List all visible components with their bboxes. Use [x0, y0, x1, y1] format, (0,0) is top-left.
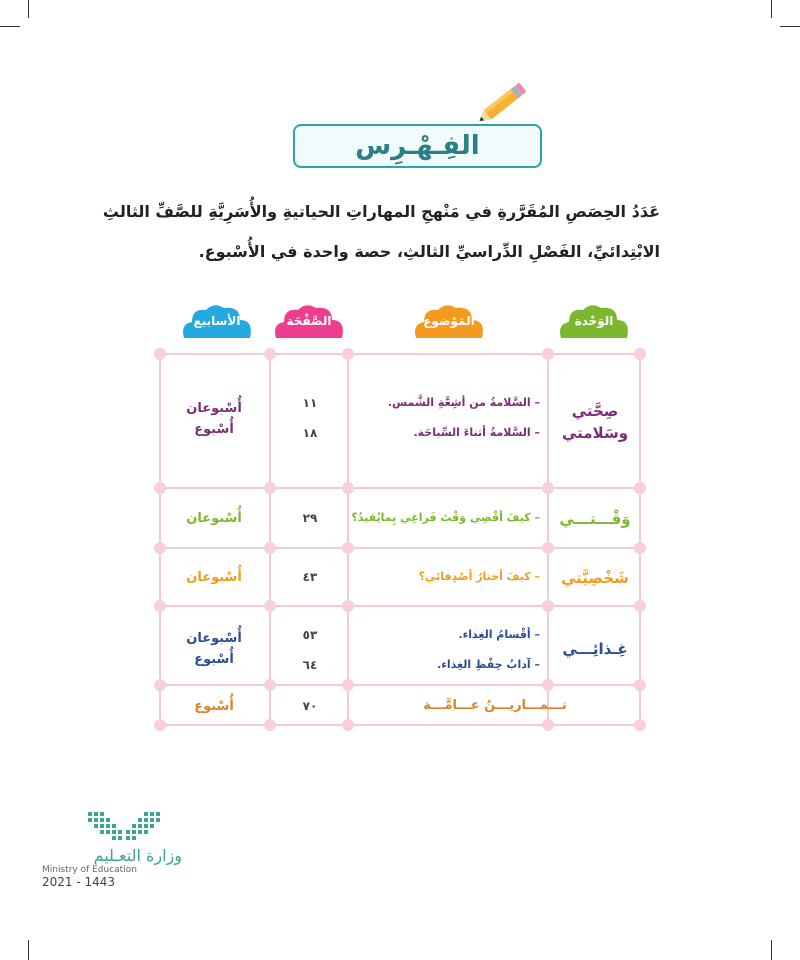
- row-5-page-1: ٧٠: [302, 699, 318, 713]
- edition-year: 2021 - 1443: [42, 875, 116, 889]
- row-1-page: [272, 388, 348, 448]
- header-unit: [555, 302, 633, 338]
- crop-mark: [28, 940, 29, 960]
- row-1-topic-2: – السَّلامةُ أثناءَ السِّباحَة.: [413, 426, 540, 439]
- row-4-weeks: [162, 628, 266, 670]
- crop-mark: [0, 26, 20, 27]
- pencil-icon: [470, 82, 530, 128]
- row-3-page-1: ٤٣: [302, 570, 318, 584]
- intro-line-2: الابْتِدائيِّ، الفَصْلِ الدِّراسيِّ الثالثِ، حصة واحدة في الأُسْبوع.: [198, 242, 660, 261]
- row-3-page: [272, 562, 348, 592]
- header-page-label: الصَّفْحَة: [286, 314, 332, 328]
- ministry-logo: [42, 808, 182, 889]
- crop-mark: [771, 940, 772, 960]
- header-topic: [410, 302, 488, 338]
- row-2-topic-1: – كيفَ أقْضِي وَقْتَ فَراغِي بِمايُفيدُ؟: [351, 511, 540, 524]
- title-box: [293, 124, 542, 168]
- row-1-unit-line-2: وسَلامتي: [561, 424, 629, 442]
- row-2-page: [272, 503, 348, 533]
- row-5-topic: [350, 691, 640, 721]
- crop-mark: [771, 0, 772, 18]
- row-3-topic: [350, 562, 540, 592]
- row-1-weeks-1: أُسْبوعان: [186, 401, 242, 416]
- crop-mark: [28, 0, 29, 18]
- row-1-weeks: [162, 398, 266, 440]
- row-3-unit-line-1: شَخْصِيَّتي: [561, 569, 629, 587]
- row-3-weeks-1: أُسْبوعان: [186, 570, 242, 585]
- row-4-topic-2: – آدابُ حِفْظِ الغِذاء.: [437, 658, 540, 671]
- row-5-page: [272, 691, 348, 721]
- crop-mark: [780, 26, 800, 27]
- header-weeks: [178, 302, 256, 338]
- row-1-topic: [350, 388, 540, 448]
- row-4-weeks-2: أُسْبوع: [194, 652, 234, 667]
- row-4-topic-1: – أقْسامُ الغِذاء.: [458, 628, 540, 641]
- row-1-page-2: ١٨: [302, 426, 318, 440]
- intro-text: [102, 192, 660, 272]
- row-5-topic-1: تـــمـــاريـــنُ عـــامَّـــة: [423, 698, 567, 713]
- row-4-weeks-1: أُسْبوعان: [186, 631, 242, 646]
- row-1-unit: [550, 400, 640, 444]
- row-1-page-1: ١١: [302, 396, 318, 410]
- row-4-unit-line-1: غِـذائِـــي: [562, 640, 628, 658]
- row-4-page-2: ٦٤: [302, 658, 318, 672]
- intro-line-1: عَدَدُ الحِصَصِ المُقَرَّرةِ في مَنْهجِ المهاراتِ الحياتيةِ والأُسَرِيَّةِ للصَّفِّ الثالثِ: [102, 202, 660, 221]
- row-3-topic-1: – كيفَ أختارُ أصْدِقائي؟: [418, 570, 540, 583]
- header-unit-label: الوَحْدة: [574, 314, 614, 328]
- header-page: [270, 302, 348, 338]
- row-5-weeks-1: أُسْبوع: [194, 699, 234, 714]
- ministry-logo-mark-icon: [42, 808, 182, 842]
- row-2-weeks-1: أُسْبوعان: [186, 511, 242, 526]
- row-1-weeks-2: أُسْبوع: [194, 422, 234, 437]
- page-title: الفِـهْـرِس: [355, 131, 480, 161]
- row-2-topic: [350, 503, 540, 533]
- row-4-unit: [550, 638, 640, 660]
- row-2-page-1: ٢٩: [302, 511, 318, 525]
- ministry-name-arabic: وزارة التعـليم: [93, 846, 182, 865]
- header-topic-label: المَوْضوع: [423, 314, 475, 328]
- row-3-unit: [550, 567, 640, 589]
- row-5-weeks: [162, 696, 266, 717]
- row-4-page: [272, 620, 348, 680]
- row-4-topic: [350, 620, 540, 680]
- row-1-unit-line-1: صِحَّتي: [571, 402, 619, 420]
- row-2-unit-line-1: وَقْـــتـــي: [559, 510, 631, 528]
- ministry-name-english: Ministry of Education: [42, 865, 137, 875]
- row-2-unit: [550, 508, 640, 530]
- row-4-page-1: ٥٣: [302, 628, 318, 642]
- row-3-weeks: [162, 567, 266, 588]
- row-2-weeks: [162, 508, 266, 529]
- row-1-topic-1: – السَّلامةُ من أشِعَّةِ الشَّمس.: [387, 396, 540, 409]
- header-weeks-label: الأسابيع: [193, 314, 241, 328]
